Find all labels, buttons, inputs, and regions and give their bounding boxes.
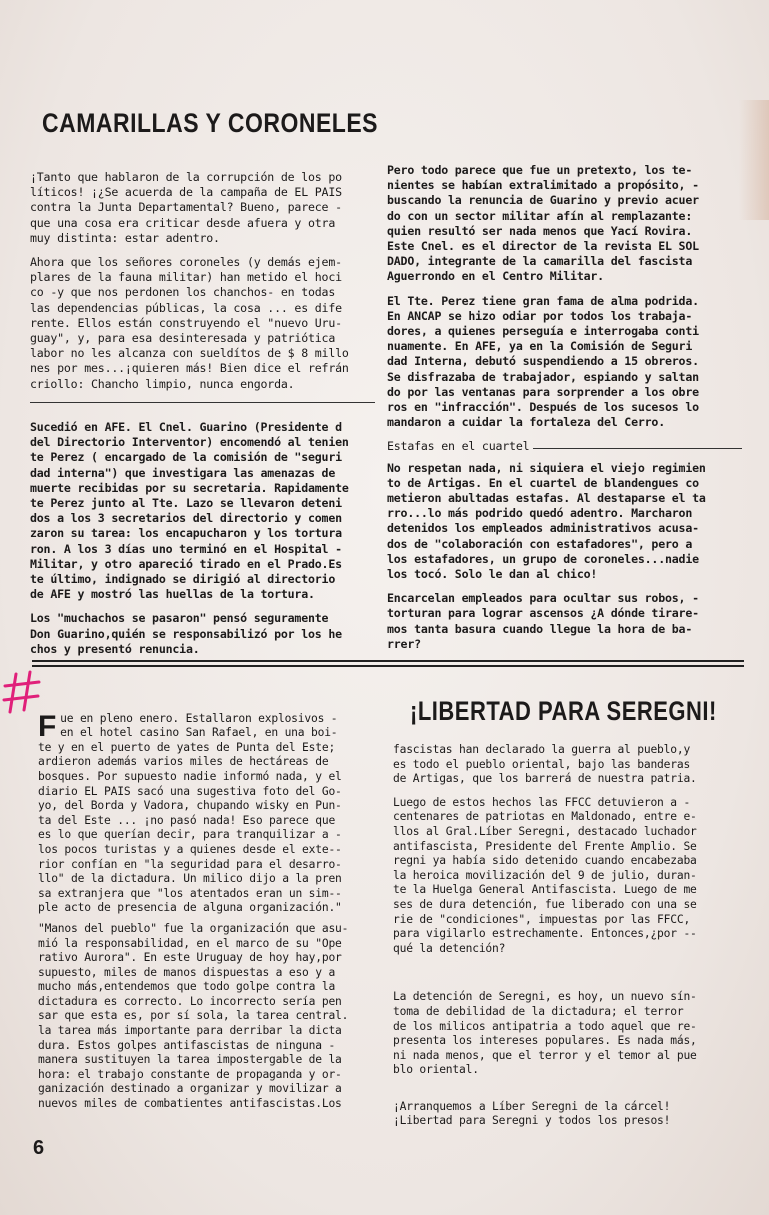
bottom-left-paragraph-2: "Manos del pueblo" fue la organización que asu- mió la responsabilidad, en el marco de su "Ope rativo Aurora". En este Uruguay de hoy hay,por supuesto, miles de manos dispuestas a eso y a mucho más,entendemos que todo golpe contra la dictadura es correcto. Lo incorrecto sería pen sar que esta es, por sí sola, la tarea central. la tarea más importante para derribar la dicta dura. Estos golpes antifascistas de ninguna - manera sustituyen la tarea impostergable de la hora: el trabajo constante de propaganda y or- ganización destinado a organizar y movilizar a nuevos miles de combatientes antifascistas.Los	[38, 921, 349, 1111]
hash-mark-icon	[2, 668, 42, 718]
bottom-right-column	[393, 743, 748, 1138]
left-mid-paragraph-2: Los "muchachos se pasaron" pensó seguramente Don Guarino,quién se responsabilizó por los he chos y presentó renuncia.	[30, 611, 342, 656]
libertad-title: ¡LIBERTAD PARA SEREGNI!	[410, 696, 717, 726]
bottom-right-paragraph-4: ¡Arranquemos a Líber Seregni de la cárcel! ¡Libertad para Seregni y todos los presos!	[393, 1099, 671, 1128]
right-top-paragraph-4: Encarcelan empleados para ocultar sus robos, - torturan para lograr ascensos ¿A dónde tirare- mos tanta basura cuando llegue la hora de ba- rrer?	[387, 591, 699, 651]
headline: CAMARILLAS Y CORONELES	[42, 108, 379, 138]
section-divider-top	[32, 660, 744, 662]
left-mid-paragraph-1: Sucedió en AFE. El Cnel. Guarino (Presidente d del Directorio Interventor) encomendó al tenien te Perez ( encargado de la comisión de "seguri dad interna") que investigara las amenazas de muerte recibidas por su secretaria. Rapidamente te Perez junto al Tte. Lazo se llevaron deteni dos a los 3 secretarios del directorio y comen zaron su tarea: los encapucharon y los tortura ron. A los 3 días uno terminó en el Hospital - Militar, y otro apareció tirado en el Prado.Es te último, indignado se dirigió al directorio de AFE y mostró las huellas de la tortura.	[30, 420, 349, 602]
paper-stain	[739, 100, 769, 220]
bottom-left-column	[38, 697, 386, 1121]
bottom-left-paragraph-1: ue en pleno enero. Estallaron explosivos - en el hotel casino San Rafael, en una boi- te y en el puerto de yates de Punta del Este; ardieron además varios miles de hectáreas de bosques. Por supuesto nadie informó nada, y el diario EL PAIS sacó una sugestiva foto del Go- yo, del Borda y Vadora, chupando wisky en Pun- ta del Este ... ¡no pasó nada! Eso parece que es lo que querían decir, para tranquilizar a - los pocos turistas y a quienes desde el exte-- rior confían en "la seguridad para el desarro- llo" de la dictadura. Un milico dijo a la pren sa extranjera que "los atentados eran un sim-- ple acto de presencia de alguna organización."	[38, 711, 342, 915]
bottom-right-paragraph-1: fascistas han declarado la guerra al pueblo,y es todo el pueblo oriental, bajo las banderas de Artigas, que los barrerá de nuestra patria.	[393, 743, 697, 786]
section-divider-bottom	[32, 665, 744, 667]
subhead-rule	[533, 448, 742, 449]
bottom-right-paragraph-3: La detención de Seregni, es hoy, un nuevo sín- toma de debilidad de la dictadura; el terror de los milicos antipatria a todo aquel que re- presenta los intereses populares. Es nada más, ni nada menos, que el terror y el temor al pue blo oriental.	[393, 990, 697, 1077]
right-top-paragraph-1: Pero todo parece que fue un pretexto, los te- nientes se habían extralimitado a propósito, - buscando la renuncia de Guarino y previo acuer do con un sector militar afín al remplazante: quien resultó ser nada menos que Yací Rovira. Este Cnel. es el director de la revista EL SOL DADO, integrante de la camarilla del fascista Aguerrondo en el Centro Militar.	[387, 163, 699, 284]
drop-cap: F	[38, 709, 57, 743]
left-top-column	[30, 170, 375, 401]
estafas-subhead: Estafas en el cuartel	[387, 439, 530, 454]
right-top-column	[387, 163, 742, 661]
left-divider	[30, 402, 375, 403]
right-top-paragraph-3: No respetan nada, ni siquiera el viejo regimien to de Artigas. En el cuartel de blandengues co metieron abultadas estafas. Al destaparse el ta rro...lo más podrido quedó adentro. Marcharon detenidos los empleados administrativos acusa- dos de "colaboración con estafadores", pero a los estafadores, un grupo de coroneles...nadie los tocó. Solo le dan al chico!	[387, 460, 706, 582]
right-top-paragraph-2: El Tte. Perez tiene gran fama de alma podrida. En ANCAP se hizo odiar por todos los trabaja- dores, a quienes perseguía e interrogaba conti nuamente. En AFE, ya en la Comisión de Seguri dad Interna, debutó suspendiendo a 15 obreros. Se disfrazaba de trabajador, espiando y saltan do por las ventanas para sorprender a los obre ros en "infracción". Después de los sucesos lo mandaron a cuidar la fortaleza del Cerro.	[387, 293, 699, 430]
left-top-paragraph-1: ¡Tanto que hablaron de la corrupción de los po líticos! ¡¿Se acuerda de la campaña de EL PAIS contra la Junta Departamental? Bueno, parece - que una cosa era criticar desde afuera y otra muy distinta: estar adentro.	[30, 170, 342, 245]
page-number: 6	[33, 1137, 45, 1159]
left-mid-column	[30, 420, 380, 666]
estafas-subhead-row	[387, 439, 742, 454]
left-top-paragraph-2: Ahora que los señores coroneles (y demás ejem- plares de la fauna militar) han metido el hoci co -y que nos perdonen los chanchos- en todas las dependencias públicas, la cosa ... es dife rente. Ellos están construyendo el "nuevo Uru- guay", y, para esa desinteresada y patriótica labor no les alcanza con sueldítos de $ 8 millo nes por mes...¡quieren más! Bien dice el refrán criollo: Chancho limpio, nunca engorda.	[30, 255, 349, 391]
bottom-right-paragraph-2: Luego de estos hechos las FFCC detuvieron a - centenares de patriotas en Maldonado, entre e- llos al Gral.Líber Seregni, destacado luchador antifascista, Presidente del Frente Amplio. Se regni ya había sido detenido cuando encabezaba la heroica movilización del 9 de julio, duran- te la Huelga General Antifascista. Luego de me ses de dura detención, fue liberado con una se rie de "condiciones", impuestas por las FFCC, para vigilarlo estrechamente. Entonces,¿por -- qué la detención?	[393, 795, 697, 955]
